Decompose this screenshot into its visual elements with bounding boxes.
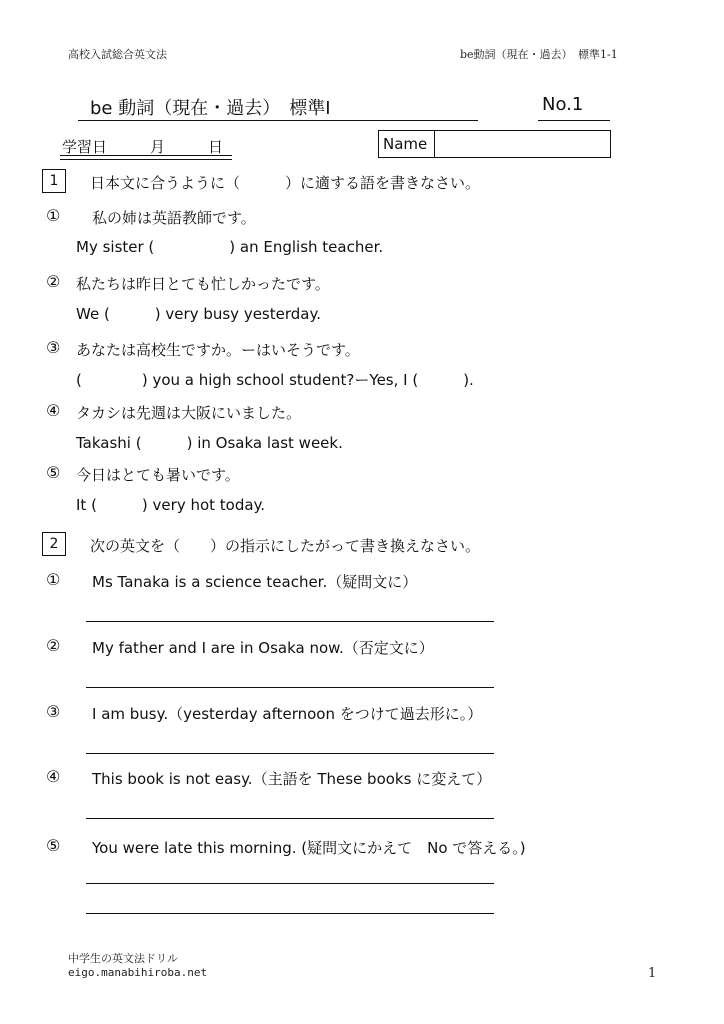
s2-item-5-text: You were late this morning. (疑問文にかえて No で答える。)	[92, 839, 526, 857]
title-underline	[78, 120, 478, 121]
section-1-instruction: 日本文に合うように（ ）に適する語を書きなさい。	[90, 174, 481, 192]
worksheet-title: be 動詞（現在・過去） 標準Ⅰ	[90, 98, 331, 119]
s2-item-2-text: My father and I are in Osaka now.（否定文に）	[92, 639, 434, 657]
s2-item-1-answer-line[interactable]	[86, 621, 494, 622]
s2-item-5-marker: ⑤	[46, 836, 61, 855]
s2-item-1-marker: ①	[46, 570, 61, 589]
number-underline	[538, 120, 610, 121]
date-underline-1	[60, 155, 232, 156]
s2-item-5-answer-line-2[interactable]	[86, 913, 494, 914]
s1-item-5-english[interactable]: It ( ) very hot today.	[76, 496, 266, 514]
s1-item-2-english[interactable]: We ( ) very busy yesterday.	[76, 305, 321, 323]
header-left: 高校入試総合英文法	[68, 48, 167, 61]
s2-item-4-marker: ④	[46, 767, 61, 786]
footer-title: 中学生の英文法ドリル	[68, 952, 178, 965]
s2-item-4-answer-line[interactable]	[86, 818, 494, 819]
s1-item-4-marker: ④	[46, 401, 61, 420]
section-1-number: 1	[42, 169, 66, 193]
s1-item-3-japanese: あなたは高校生ですか。ーはいそうです。	[76, 341, 360, 359]
s1-item-5-marker: ⑤	[46, 463, 61, 482]
s1-item-4-japanese: タカシは先週は大阪にいました。	[76, 404, 302, 422]
section-2-instruction: 次の英文を（ ）の指示にしたがって書き換えなさい。	[90, 537, 481, 555]
s2-item-5-answer-line-1[interactable]	[86, 883, 494, 884]
month-label: 月	[150, 138, 166, 156]
s2-item-1-text: Ms Tanaka is a science teacher.（疑問文に）	[92, 573, 418, 591]
day-label: 日	[208, 138, 224, 156]
s1-item-1-marker: ①	[46, 206, 61, 225]
s1-item-1-japanese: 私の姉は英語教師です。	[92, 209, 256, 227]
worksheet-number: No.1	[542, 94, 584, 115]
s1-item-2-marker: ②	[46, 272, 61, 291]
s2-item-2-marker: ②	[46, 636, 61, 655]
s2-item-3-marker: ③	[46, 702, 61, 721]
s2-item-3-answer-line[interactable]	[86, 753, 494, 754]
s1-item-1-english[interactable]: My sister ( ) an English teacher.	[76, 238, 384, 256]
footer-url[interactable]: eigo.manabihiroba.net	[68, 966, 208, 979]
name-label: Name	[383, 135, 428, 153]
s1-item-3-marker: ③	[46, 338, 61, 357]
date-underline-2	[60, 159, 232, 160]
s1-item-5-japanese: 今日はとても暑いです。	[76, 466, 240, 484]
s2-item-2-answer-line[interactable]	[86, 687, 494, 688]
name-field[interactable]	[378, 130, 611, 158]
page-number: 1	[648, 966, 657, 981]
s1-item-4-english[interactable]: Takashi ( ) in Osaka last week.	[76, 434, 343, 452]
date-label: 学習日	[62, 138, 108, 156]
s2-item-4-text: This book is not easy.（主語を These books に変えて）	[92, 770, 492, 788]
s2-item-3-text: I am busy.（yesterday afternoon をつけて過去形に。）	[92, 705, 483, 723]
name-divider	[434, 131, 435, 157]
s1-item-3-english[interactable]: ( ) you a high school student?ーYes, I ( ).	[76, 371, 474, 389]
s1-item-2-japanese: 私たちは昨日とても忙しかったです。	[76, 275, 330, 293]
section-2-number: 2	[42, 532, 66, 556]
header-right: be動詞（現在・過去） 標準1-1	[460, 48, 618, 61]
